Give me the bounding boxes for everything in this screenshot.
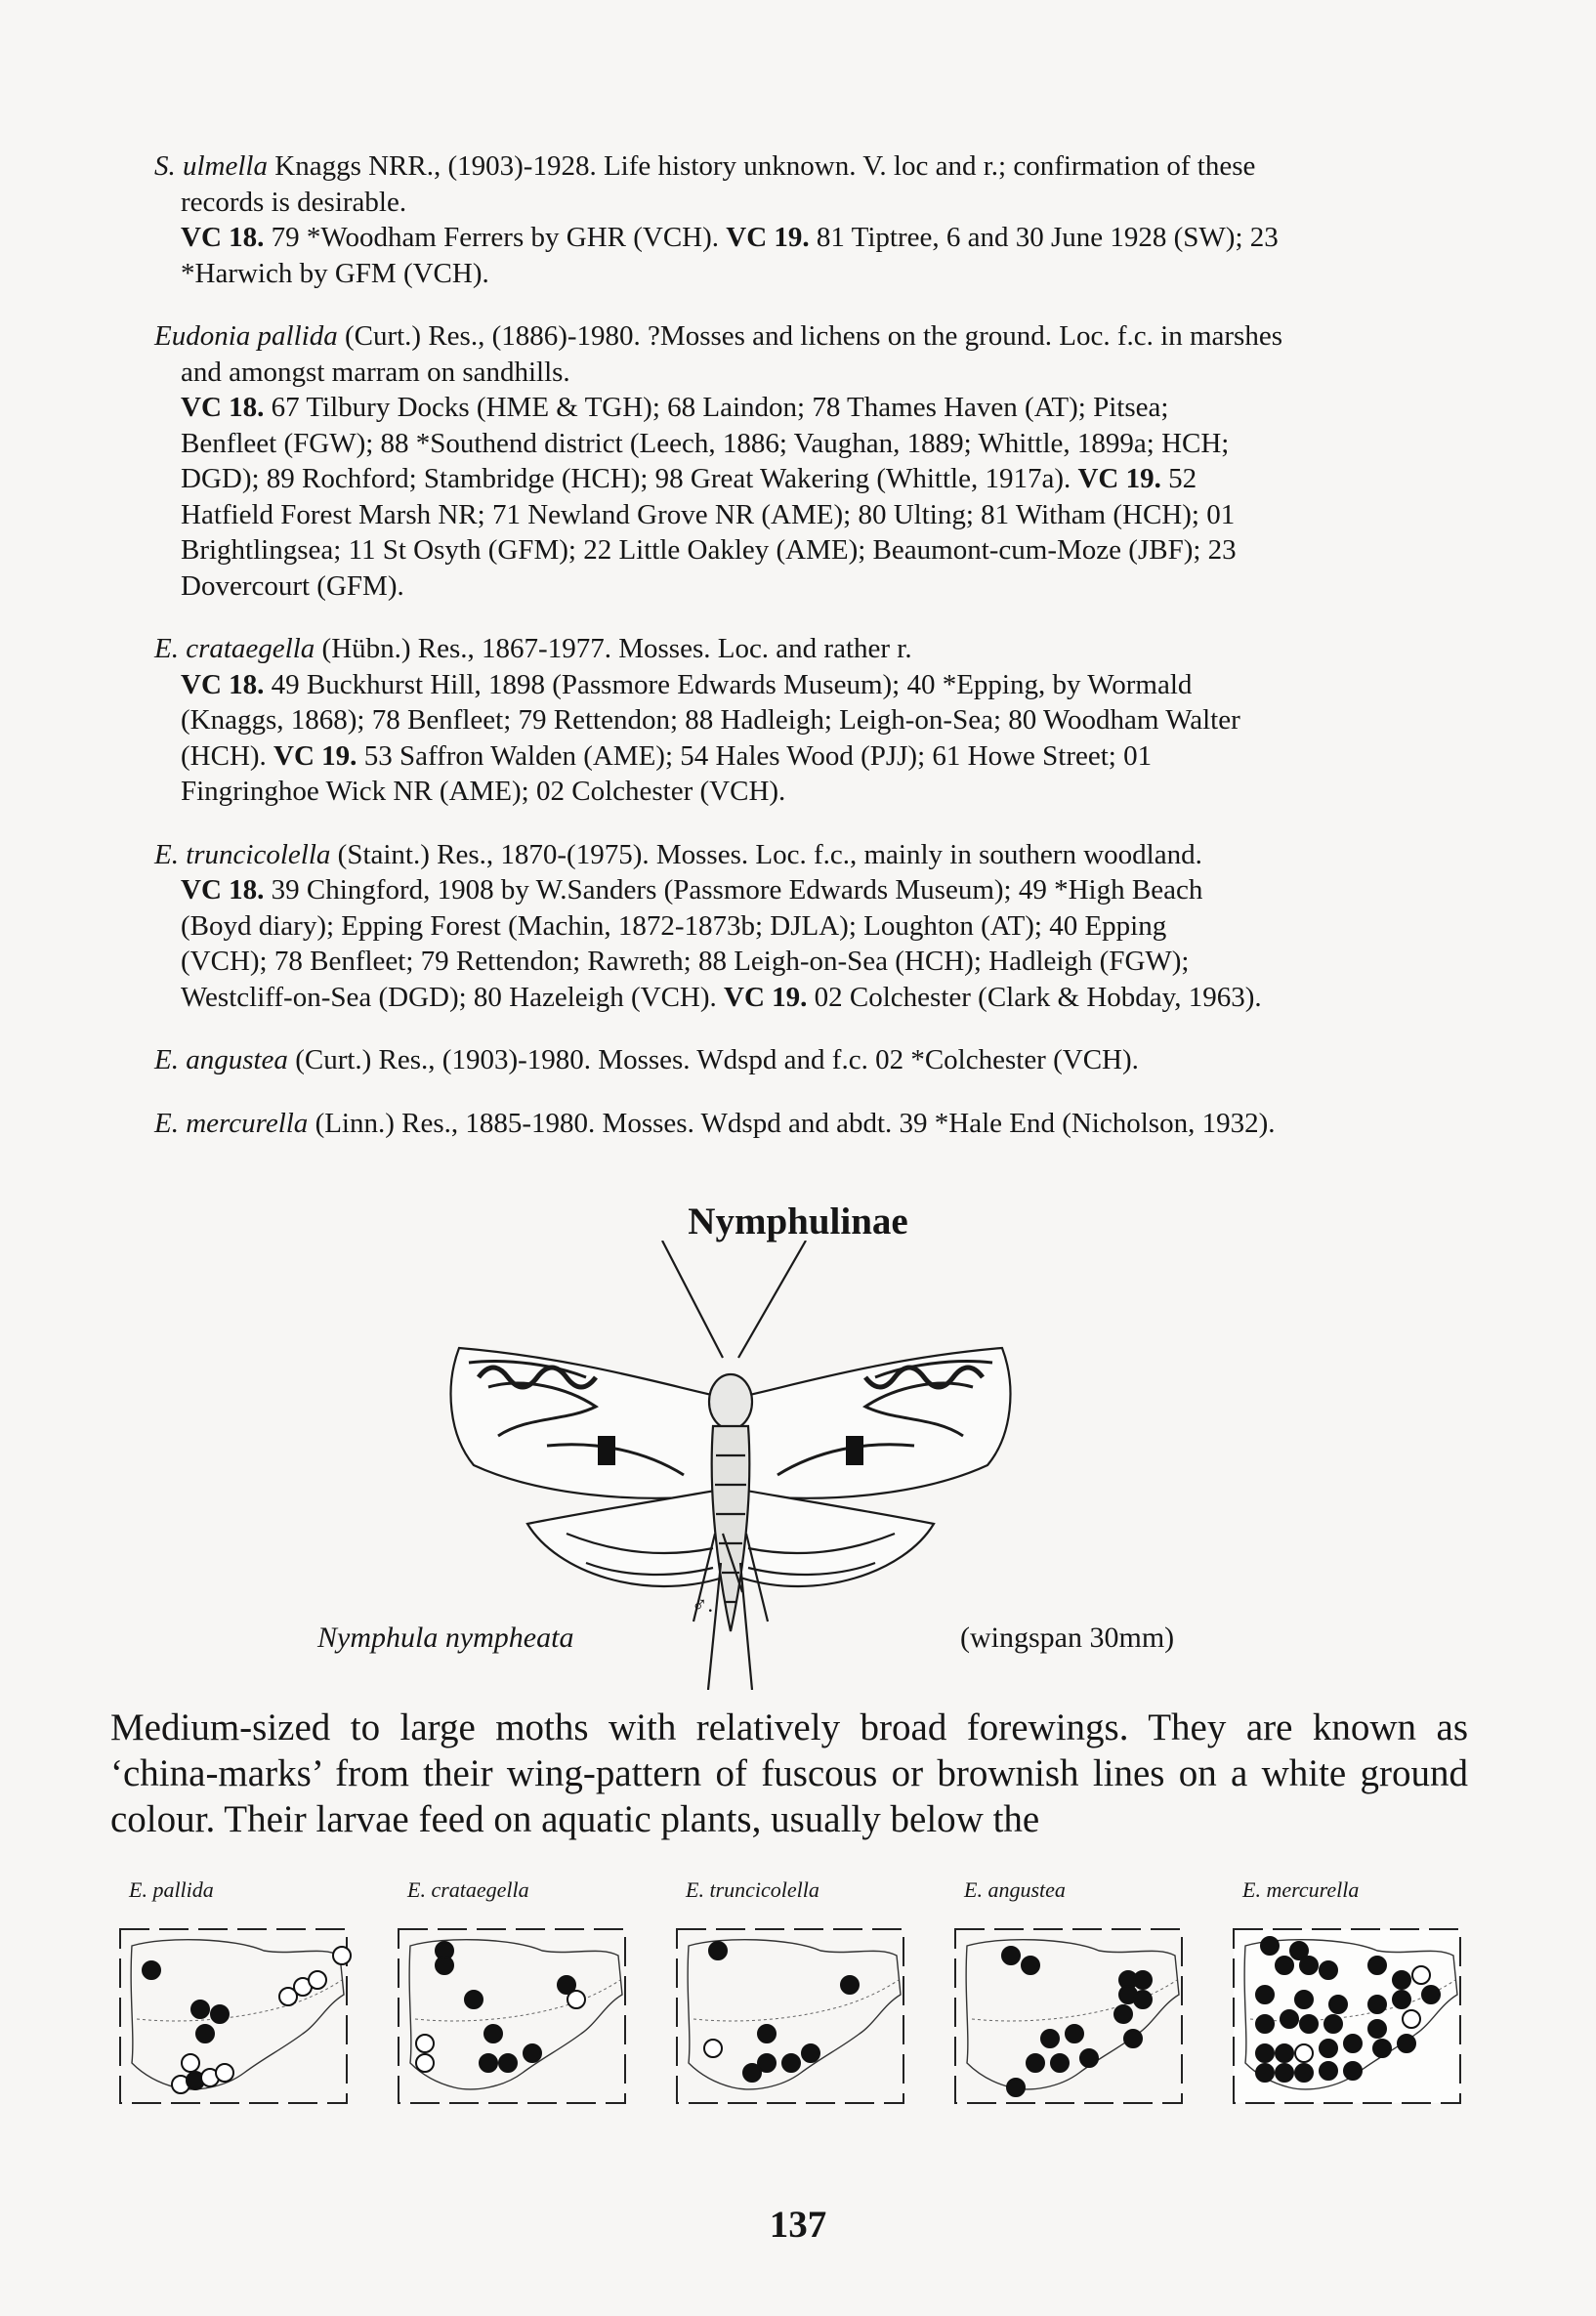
species-name: S. ulmella [154, 150, 268, 182]
record-text: 53 Saffron Walden (AME); 54 Hales Wood (PJJ); 61 Howe Street; 01 [357, 739, 1153, 772]
vice-county-label: VC 18. [181, 392, 265, 423]
essex-outline-map [117, 1926, 352, 2107]
record-dot-recent [465, 1991, 483, 2008]
vice-county-label: VC 19. [726, 222, 810, 253]
record-dot-recent [1295, 2064, 1313, 2082]
record-dot-recent [1007, 2079, 1025, 2096]
species-name: E. crataegella [154, 633, 315, 664]
entry-line [154, 532, 1467, 568]
vice-county-label: VC 19. [273, 739, 357, 772]
entry-first-line [154, 1106, 1467, 1142]
record-dot-recent [1114, 2005, 1132, 2023]
distribution-map [952, 1875, 1197, 2107]
record-dot-recent [1066, 2025, 1083, 2042]
species-entry [154, 1042, 1467, 1078]
record-dot-recent [1276, 2064, 1293, 2082]
record-dot-recent [1027, 2054, 1044, 2072]
record-dot-recent [1256, 2044, 1274, 2062]
entry-first-line [154, 631, 1467, 667]
record-dot-recent [1124, 2030, 1142, 2047]
record-dot-recent [1422, 1986, 1440, 2003]
entry-line [154, 944, 1467, 980]
entry-first-line [154, 837, 1467, 873]
record-text: Westcliff-on-Sea (DGD); 80 Hazeleigh (VCH). [181, 981, 725, 1013]
record-dot-recent [1256, 2015, 1274, 2033]
record-dot-old [333, 1947, 351, 1964]
record-dot-recent [499, 2054, 517, 2072]
record-text: Benfleet (FGW); 88 *Southend district (Leech, 1886; Vaughan, 1889; Whittle, 1899a; HCH; [181, 427, 1230, 459]
essex-outline-map [674, 1926, 908, 2107]
county-outline [131, 1940, 344, 2089]
record-text: Fingringhoe Wick NR (AME); 02 Colchester (VCH). [181, 776, 786, 807]
entry-first-line [154, 318, 1467, 355]
entry-line [154, 667, 1467, 703]
entry-status: (Curt.) Res., (1886)-1980. ?Mosses and lichens on the ground. Loc. f.c. in marshes [337, 320, 1282, 352]
record-dot-recent [1300, 2015, 1318, 2033]
record-dot-recent [1368, 2020, 1386, 2038]
record-dot-recent [1080, 2049, 1098, 2067]
map-title: E. mercurella [1242, 1877, 1360, 1902]
entry-status: (Linn.) Res., 1885-1980. Mosses. Wdspd and abdt. 39 *Hale End (Nicholson, 1932). [308, 1107, 1276, 1139]
record-text: Brightlingsea; 11 St Osyth (GFM); 22 Little Oakley (AME); Beaumont-cum-Moze (JBF); 23 [181, 534, 1237, 566]
entry-line [154, 908, 1467, 945]
entry-status: (Staint.) Res., 1870-(1975). Mosses. Loc. f.c., mainly in southern woodland. [330, 838, 1202, 870]
figure-caption-wingspan: (wingspan 30mm) [960, 1621, 1175, 1654]
vice-county-label: VC 19. [1077, 463, 1161, 494]
entry-line [154, 355, 1467, 391]
map-title: E. crataegella [407, 1877, 529, 1902]
record-dot-recent [484, 2025, 502, 2042]
record-dot-recent [1261, 1937, 1279, 1955]
entry-line [154, 426, 1467, 462]
record-text: 39 Chingford, 1908 by W.Sanders (Passmore Edwards Museum); 49 *High Beach [264, 874, 1203, 905]
record-dot-old [1412, 1966, 1430, 1984]
sex-symbol: ♂. [692, 1592, 713, 1617]
species-name: E. angustea [154, 1044, 288, 1075]
entry-status: Knaggs NRR., (1903)-1928. Life history unknown. V. loc and r.; confirmation of these [268, 150, 1256, 182]
entry-line [154, 497, 1467, 533]
record-dot-recent [782, 2054, 800, 2072]
record-dot-recent [480, 2054, 497, 2072]
entry-line [154, 980, 1467, 1016]
record-text: Dovercourt (GFM). [181, 569, 404, 602]
record-dot-recent [758, 2025, 776, 2042]
essex-outline-map [1231, 1926, 1465, 2107]
county-outline [966, 1940, 1179, 2089]
grid-frame [399, 1929, 625, 2103]
entry-line [154, 774, 1467, 810]
record-dot-recent [196, 2025, 214, 2042]
essex-outline-map [396, 1926, 630, 2107]
species-name: E. mercurella [154, 1107, 309, 1139]
record-text: DGD); 89 Rochford; Stambridge (HCH); 98 Great Wakering (Whittle, 1917a). [181, 463, 1078, 494]
record-text: records is desirable. [181, 186, 407, 218]
record-dot-old [216, 2064, 233, 2082]
record-dot-recent [1393, 1991, 1410, 2008]
vice-county-boundary [693, 1980, 899, 2021]
record-dot-old [567, 1991, 585, 2008]
record-dot-recent [1324, 2015, 1342, 2033]
record-dot-recent [1344, 2035, 1362, 2052]
record-text: (VCH); 78 Benfleet; 79 Rettendon; Rawreth; 88 Leigh-on-Sea (HCH); Hadleigh (FGW); [181, 946, 1190, 977]
page-number: 137 [769, 2204, 827, 2246]
entry-line [154, 872, 1467, 908]
record-dot-old [704, 2040, 722, 2057]
record-text: 67 Tilbury Docks (HME & TGH); 68 Laindon; 78 Thames Haven (AT); Pitsea; [264, 392, 1169, 423]
record-dot-recent [1368, 1996, 1386, 2013]
species-entry [154, 631, 1467, 810]
record-dot-old [416, 2054, 434, 2072]
entry-line [154, 738, 1467, 775]
figure-caption-species: Nymphula nympheata [317, 1621, 574, 1654]
record-dot-recent [1295, 1991, 1313, 2008]
record-text: (Boyd diary); Epping Forest (Machin, 1872-1873b; DJLA); Loughton (AT); 40 Epping [181, 909, 1167, 942]
record-dot-recent [211, 2005, 229, 2023]
record-dot-recent [709, 1942, 727, 1959]
vice-county-label: VC 19. [724, 981, 808, 1013]
species-entry [154, 1106, 1467, 1142]
essex-outline-map [952, 1926, 1187, 2107]
record-text: Hatfield Forest Marsh NR; 71 Newland Grove NR (AME); 80 Ulting; 81 Witham (HCH); 01 [181, 498, 1236, 530]
record-dot-recent [1320, 1961, 1337, 1979]
record-dot-recent [1393, 1971, 1410, 1989]
record-text: and amongst marram on sandhills. [181, 356, 570, 388]
record-dot-recent [1368, 1957, 1386, 1974]
species-entry [154, 148, 1467, 291]
entry-line [154, 568, 1467, 605]
distribution-map [396, 1875, 640, 2107]
record-dot-old [1295, 2044, 1313, 2062]
record-text: (Knaggs, 1868); 78 Benfleet; 79 Rettendon; 88 Hadleigh; Leigh-on-Sea; 80 Woodham Walter [181, 704, 1240, 736]
record-dot-recent [1276, 1957, 1293, 1974]
record-dot-recent [1373, 2040, 1391, 2057]
record-dot-recent [743, 2064, 761, 2082]
record-text: *Harwich by GFM (VCH). [181, 257, 489, 289]
record-text: 52 [1160, 463, 1197, 494]
grid-frame [955, 1929, 1182, 2103]
vice-county-label: VC 18. [181, 874, 265, 905]
record-dot-recent [1276, 2044, 1293, 2062]
record-dot-recent [524, 2044, 541, 2062]
record-dot-recent [1134, 1991, 1152, 2008]
record-dot-old [416, 2035, 434, 2052]
entry-line [154, 185, 1467, 221]
record-dot-recent [1002, 1947, 1020, 1964]
record-dot-recent [1300, 1957, 1318, 1974]
record-dot-recent [1256, 1986, 1274, 2003]
record-text: 02 Colchester (Clark & Hobday, 1963). [807, 981, 1262, 1013]
record-text: 81 Tiptree, 6 and 30 June 1928 (SW); 23 [809, 222, 1279, 253]
entry-line [154, 702, 1467, 738]
species-name: Eudonia pallida [154, 320, 338, 352]
record-dot-recent [191, 2000, 209, 2018]
species-entry [154, 837, 1467, 1016]
record-dot-recent [1041, 2030, 1059, 2047]
record-dot-recent [1256, 2064, 1274, 2082]
entry-line [154, 461, 1467, 497]
record-dot-recent [1344, 2062, 1362, 2080]
species-entries [154, 148, 1467, 1141]
record-text: (HCH). [181, 739, 274, 772]
record-text: 79 *Woodham Ferrers by GHR (VCH). [264, 222, 727, 253]
distribution-map [117, 1875, 361, 2107]
entry-first-line [154, 1042, 1467, 1078]
record-dot-recent [802, 2044, 819, 2062]
distribution-maps [117, 1875, 1485, 2071]
record-dot-recent [1051, 2054, 1069, 2072]
record-dot-old [309, 1971, 326, 1989]
entry-line [154, 390, 1467, 426]
record-dot-recent [1281, 2010, 1298, 2028]
record-dot-recent [1134, 1971, 1152, 1989]
vice-county-label: VC 18. [181, 222, 265, 253]
map-title: E. truncicolella [686, 1877, 819, 1902]
record-dot-recent [143, 1961, 160, 1979]
record-dot-recent [436, 1957, 453, 1974]
record-dot-recent [1022, 1957, 1039, 1974]
entry-first-line [154, 148, 1467, 185]
map-title: E. pallida [129, 1877, 214, 1902]
species-name: E. truncicolella [154, 838, 331, 870]
vice-county-boundary [415, 1980, 620, 2021]
distribution-map [1231, 1875, 1475, 2107]
species-entry [154, 318, 1467, 604]
vice-county-label: VC 18. [181, 668, 265, 700]
entry-status: (Curt.) Res., (1903)-1980. Mosses. Wdspd and f.c. 02 *Colchester (VCH). [287, 1044, 1139, 1075]
record-dot-recent [1329, 1996, 1347, 2013]
section-heading: Nymphulinae [688, 1200, 908, 1242]
map-title: E. angustea [964, 1877, 1066, 1902]
record-dot-recent [1320, 2062, 1337, 2080]
entry-line [154, 220, 1467, 256]
distribution-map [674, 1875, 918, 2107]
subfamily-intro: Medium-sized to large moths with relatively broad forewings. They are known as ‘china-marks’ from their wing-pattern of fuscous or brownish lines on a white ground colour. Their larvae feed on aquatic plants, usually below the [110, 1706, 1468, 1840]
record-dot-recent [1398, 2035, 1415, 2052]
record-dot-old [1403, 2010, 1420, 2028]
entry-line [154, 256, 1467, 292]
record-text: 49 Buckhurst Hill, 1898 (Passmore Edwards Museum); 40 *Epping, by Wormald [264, 668, 1193, 700]
entry-status: (Hübn.) Res., 1867-1977. Mosses. Loc. and rather r. [315, 633, 912, 664]
record-dot-old [182, 2054, 199, 2072]
record-dot-recent [1320, 2040, 1337, 2057]
record-dot-recent [841, 1976, 859, 1994]
